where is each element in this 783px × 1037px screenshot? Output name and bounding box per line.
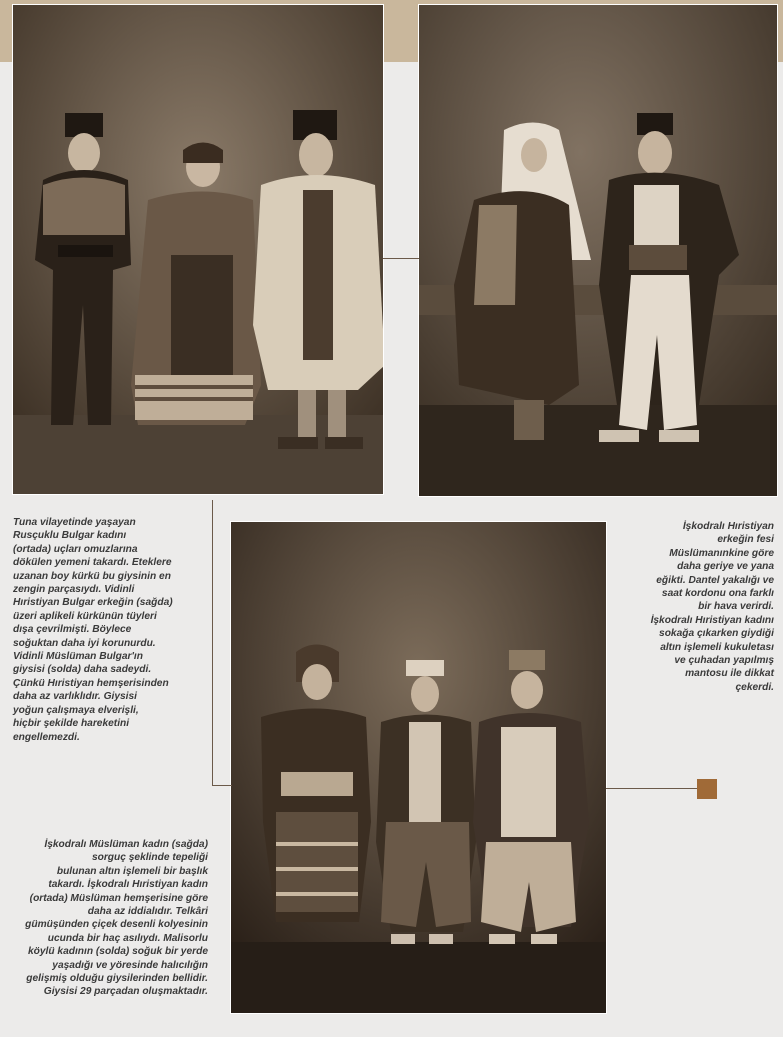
connector-line-top (383, 258, 419, 259)
caption-shkodra-christian-couple: İşkodralı Hıristiyan erkeğin fesi Müslümanınkine göre daha geriye ve yana eğikti. Dantel yakalığı ve saat kordonu ona farklı bir hava verirdi. İşkodralı Hıristiyan kadını sokağa çıkarken giydiği altın işlemeli kukuletası ve çuhadan yapılmış mantosu ile dikkat çekerdi. (650, 521, 774, 693)
connector-line-right (606, 788, 698, 789)
photo-shkodra-christian-couple (419, 5, 777, 496)
connector-line-horizontal (212, 785, 232, 786)
photo-bulgarian-costumes-image (13, 5, 383, 494)
photo-three-women (231, 522, 606, 1013)
photo-three-women-image (231, 522, 606, 1013)
photo-bulgarian-costumes (13, 5, 383, 494)
connector-line-vertical (212, 500, 213, 785)
caption-bulgarian-costumes: Tuna vilayetinde yaşayan Rusçuklu Bulgar kadını (ortada) uçları omuzlarına dökülen yemeni takardı. Eteklere uzanan boy kürkü bu giysinin en zengin parçasıydı. Vidinli Hıristiyan Bulgar erkeğin (sağda) üzeri aplikeli kürkünün tüyleri dışa çevrilmişti. Böylece soğuktan daha iyi korunurdu. Vidinli Müslüman Bulgar'ın giysisi (solda) daha sadeydi. Çünkü Hıristiyan hemşerisinden daha az varlıklıdır. Giysisi yoğun çalışmaya elverişli, hiçbir şekilde hareketini engellemezdi. (13, 517, 173, 743)
accent-square (697, 779, 717, 799)
photo-shkodra-christian-couple-image (419, 5, 777, 496)
caption-three-women: İşkodralı Müslüman kadın (sağda) sorguç şeklinde tepeliği bulunan altın işlemeli bir başlık takardı. İşkodralı Hıristiyan kadın (ortada) Müslüman hemşerisine göre daha az iddialıdır. Telkâri gümüşünden çiçek desenli kolyesinin ucunda bir haç asılıydı. Malisorlu köylü kadının (solda) soğuk bir yerde yaşadığı ve yöresinde halıcılığın gelişmiş olduğu giysilerinden bellidir. Giysisi 29 parçadan oluşmaktadır. (25, 839, 208, 998)
